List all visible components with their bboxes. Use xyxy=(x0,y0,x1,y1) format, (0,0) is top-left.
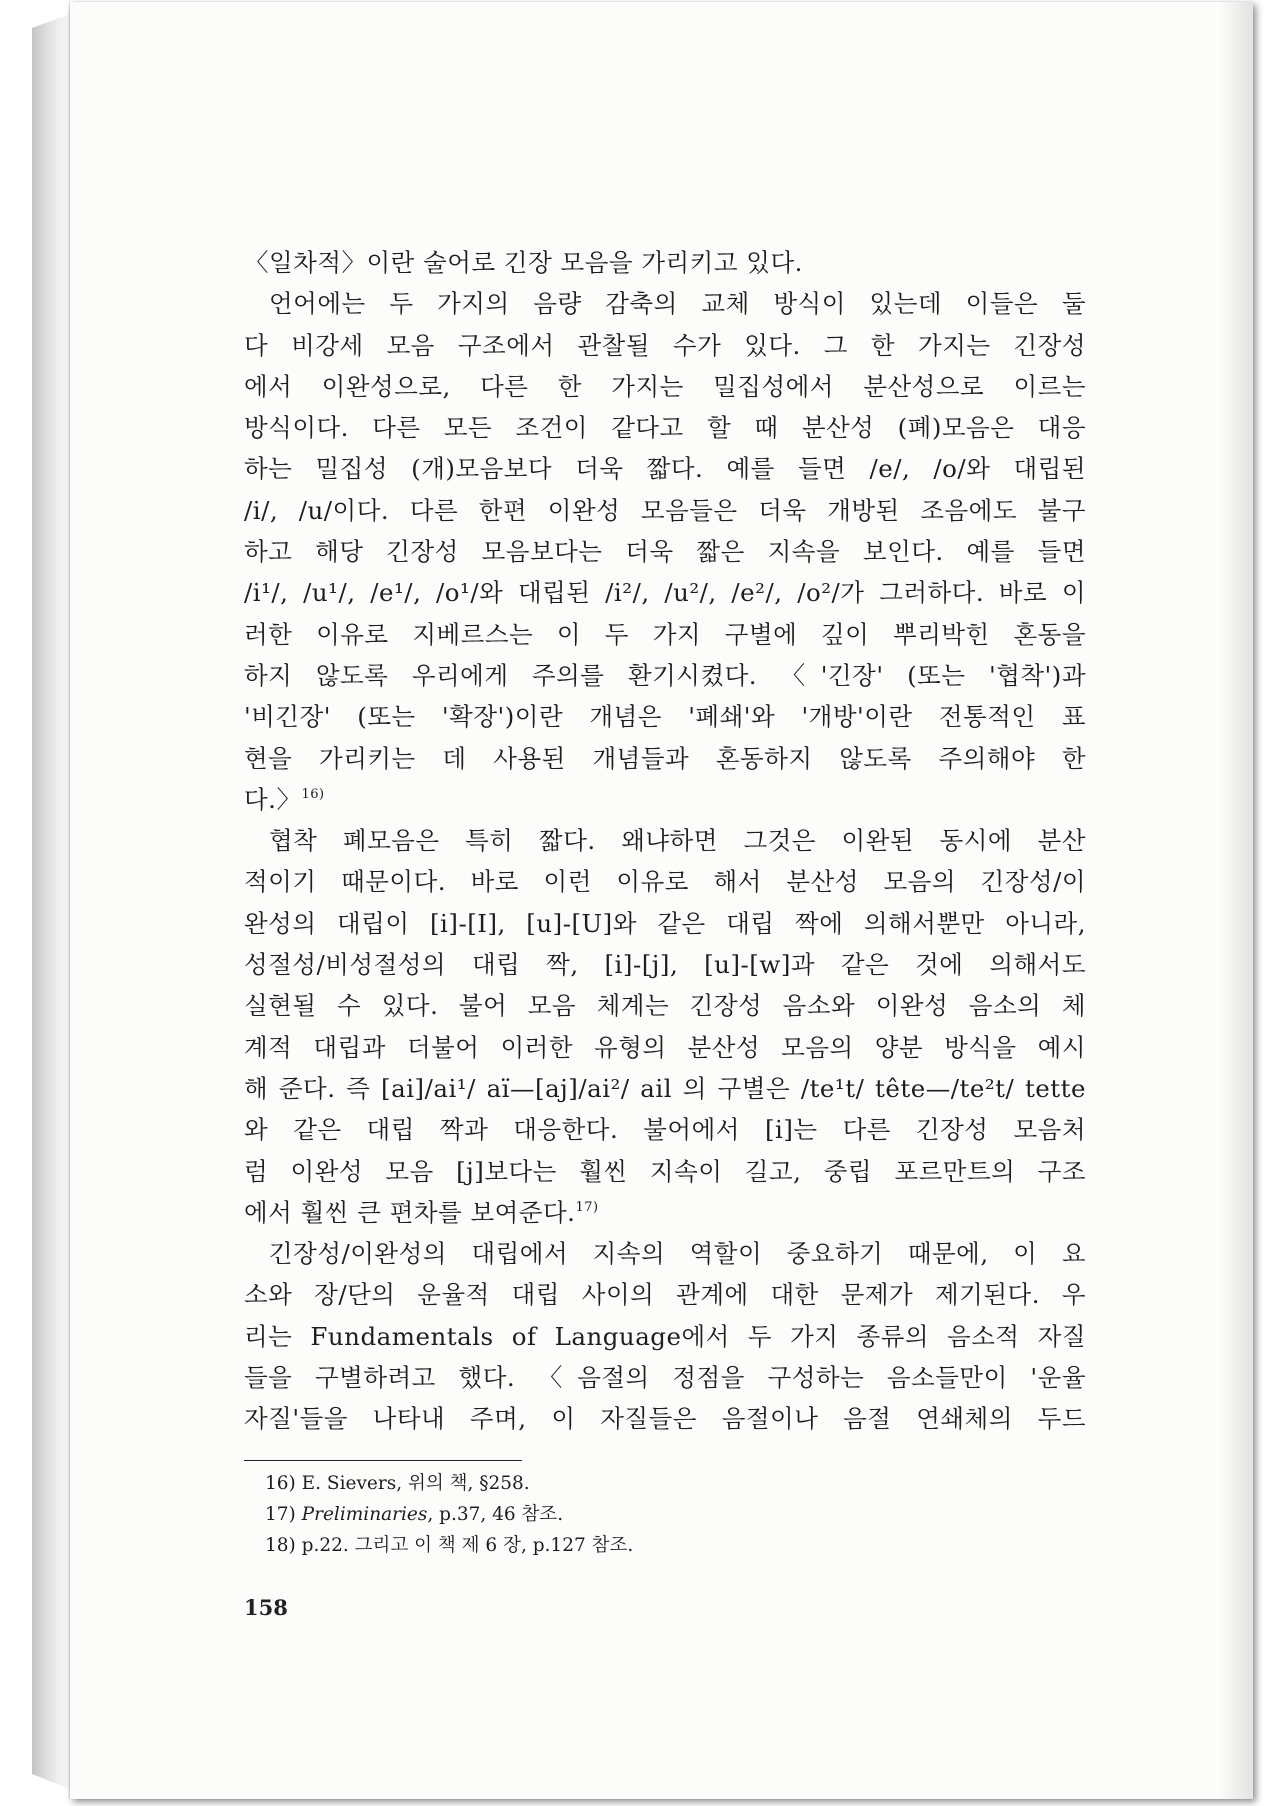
text-line: 에서 이완성으로, 다른 한 가지는 밀집성에서 분산성으로 이르는 xyxy=(244,371,1086,401)
text-line: 완성의 대립이 [i]-[I], [u]-[U]와 같은 대립 짝에 의해서뿐만 아니라, xyxy=(244,908,1086,938)
text-line: 해 준다. 즉 [ai]/ai¹/ aï—[aj]/ai²/ ail 의 구별은 /te¹t/ tête—/te²t/ tette xyxy=(244,1073,1086,1103)
footnote-text: p.22. 그리고 이 책 제 6 장, p.127 참조. xyxy=(301,1535,634,1556)
text-line: 럼 이완성 모음 [j]보다는 훨씬 지속이 길고, 중립 포르만트의 구조 xyxy=(244,1156,1086,1186)
text-span: 에서 훨씬 큰 편차를 보여준다. xyxy=(244,1197,576,1227)
footnote-number: 18) xyxy=(265,1535,296,1556)
footnotes xyxy=(265,1468,865,1561)
text-line: /i¹/, /u¹/, /e¹/, /o¹/와 대립된 /i²/, /u²/, /e²/, /o²/가 그러하다. 바로 이 xyxy=(244,578,1086,608)
page-shadow xyxy=(1219,2,1253,1799)
footnote-ref: 16) xyxy=(301,786,325,802)
text-line: 소와 장/단의 운율적 대립 사이의 관계에 대한 문제가 제기된다. 우 xyxy=(244,1280,1086,1310)
footnote-ref: 17) xyxy=(575,1199,599,1215)
text-line: 러한 이유로 지베르스는 이 두 가지 구별에 깊이 뿌리박힌 혼동을 xyxy=(244,619,1086,649)
text-line: 실현될 수 있다. 불어 모음 체계는 긴장성 음소와 이완성 음소의 체 xyxy=(244,991,1086,1021)
text-line: 다 비강세 모음 구조에서 관찰될 수가 있다. 그 한 가지는 긴장성 xyxy=(244,330,1086,360)
text-line: 적이기 때문이다. 바로 이런 이유로 해서 분산성 모음의 긴장성/이 xyxy=(244,867,1086,897)
text-line: 방식이다. 다른 모든 조건이 같다고 할 때 분산성 (폐)모음은 대응 xyxy=(244,413,1086,443)
footnote-number: 16) xyxy=(265,1473,296,1494)
text-line: 하고 해당 긴장성 모음보다는 더욱 짧은 지속을 보인다. 예를 들면 xyxy=(244,537,1086,567)
text-line: 언어에는 두 가지의 음량 감축의 교체 방식이 있는데 이들은 둘 xyxy=(269,289,1086,319)
text-line: 하는 밀집성 (개)모음보다 더욱 짧다. 예를 들면 /e/, /o/와 대립된 xyxy=(244,454,1086,484)
text-line xyxy=(244,779,1086,820)
text-line: 〈일차적〉이란 술어로 긴장 모음을 가리키고 있다. xyxy=(244,248,803,277)
text-line: /i/, /u/이다. 다른 한편 이완성 모음들은 더욱 개방된 조음에도 불구 xyxy=(244,495,1086,525)
text-line: 긴장성/이완성의 대립에서 지속의 역할이 중요하기 때문에, 이 요 xyxy=(269,1239,1086,1269)
text-line: 계적 대립과 더불어 이러한 유형의 분산성 모음의 양분 방식을 예시 xyxy=(244,1032,1086,1062)
book-edge xyxy=(32,14,70,1789)
text-line: 와 같은 대립 짝과 대응한다. 불어에서 [i]는 다른 긴장성 모음처 xyxy=(244,1115,1086,1145)
footnote-rule xyxy=(244,1460,522,1461)
footnote-16 xyxy=(265,1468,865,1499)
text-line: 성절성/비성절성의 대립 짝, [i]-[j], [u]-[w]과 같은 것에 의해서도 xyxy=(244,950,1086,980)
footnote-text: , p.37, 46 참조. xyxy=(427,1504,564,1525)
footnote-17 xyxy=(265,1499,865,1530)
body-text xyxy=(244,242,1086,1440)
text-line xyxy=(244,1192,1086,1233)
page-number: 158 xyxy=(244,1595,288,1620)
text-line: 협착 폐모음은 특히 짧다. 왜냐하면 그것은 이완된 동시에 분산 xyxy=(269,826,1086,856)
footnote-18 xyxy=(265,1530,865,1561)
text-line: 들을 구별하려고 했다. 〈음절의 정점을 구성하는 음소들만이 '운율 xyxy=(244,1363,1086,1393)
footnote-number: 17) xyxy=(265,1504,296,1525)
text-line: 자질'들을 나타내 주며, 이 자질들은 음절이나 음절 연쇄체의 두드 xyxy=(244,1404,1086,1434)
text-line: '비긴장' (또는 '확장')이란 개념은 '폐쇄'와 '개방'이란 전통적인 표 xyxy=(244,702,1086,732)
text-line: 현을 가리키는 데 사용된 개념들과 혼동하지 않도록 주의해야 한 xyxy=(244,743,1086,773)
text-span: 다.〉 xyxy=(244,784,302,814)
text-line: 하지 않도록 우리에게 주의를 환기시켰다. 〈'긴장' (또는 '협착')과 xyxy=(244,660,1086,690)
text-line: 리는 Fundamentals of Language에서 두 가지 종류의 음소적 자질 xyxy=(244,1321,1086,1351)
footnote-italic-title: Preliminaries xyxy=(301,1504,428,1525)
footnote-text: E. Sievers, 위의 책, §258. xyxy=(301,1473,530,1494)
